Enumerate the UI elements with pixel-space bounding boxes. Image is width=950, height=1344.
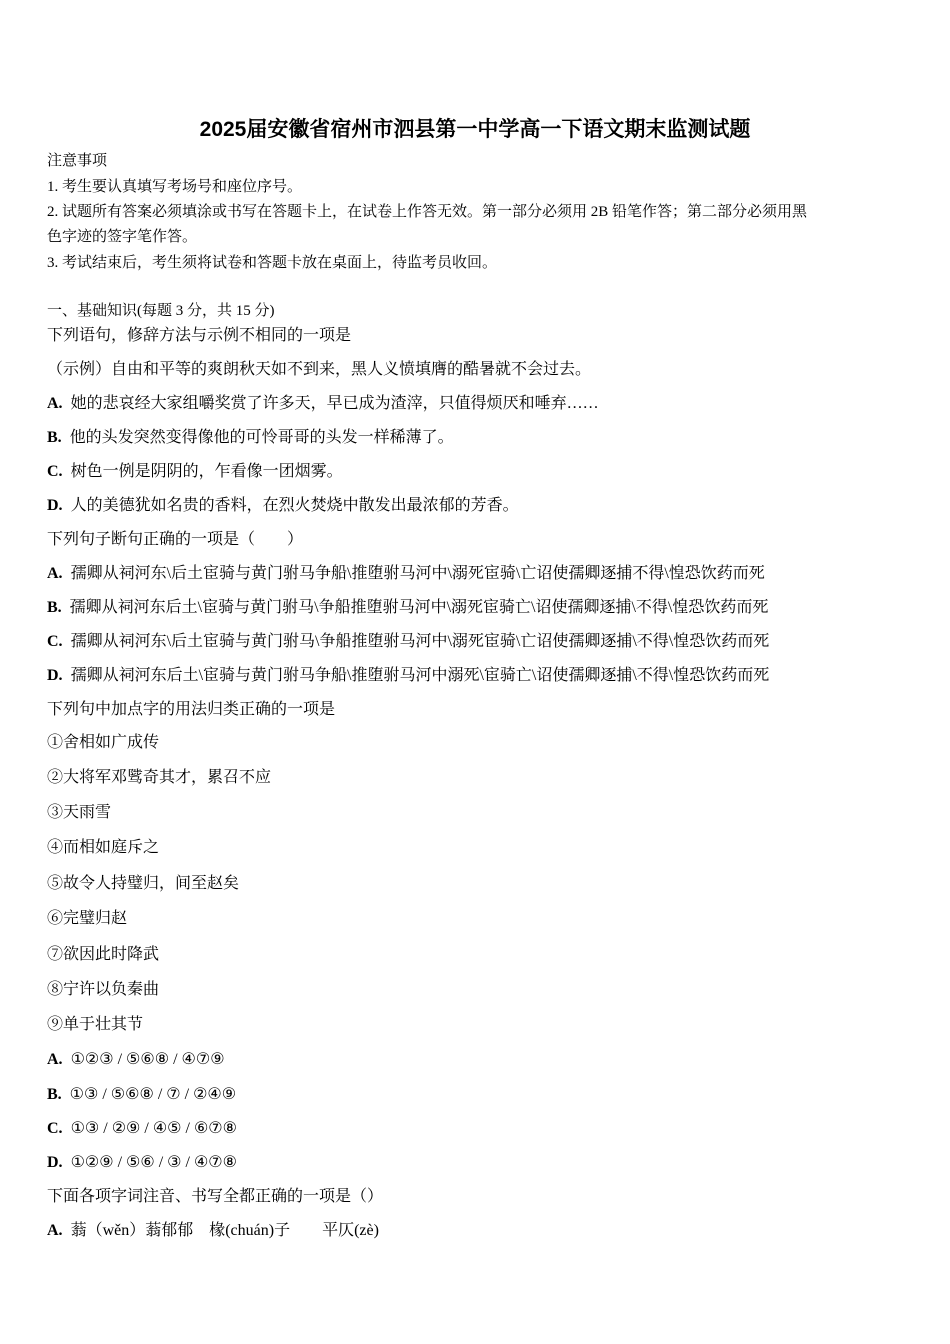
option-label: B. (47, 599, 62, 616)
option-text: 蓊（wěn）蓊郁郁 椽(chuán)子 平仄(zè) (70, 1222, 379, 1239)
question-stem: 下列句中加点字的用法归类正确的一项是 (47, 701, 336, 718)
option-text: 她的悲哀经大家组嚼奖赏了许多天，早已成为渣滓，只值得烦厌和唾弃…… (70, 395, 599, 412)
option-text: ①②③ / ⑤⑥⑧ / ④⑦⑨ (70, 1051, 225, 1068)
question-stem: 下面各项字词注音、书写全都正确的一项是（） (47, 1188, 384, 1205)
option-label: A. (47, 565, 63, 582)
notice-item: 1. 考生要认真填写考场号和座位序号。 (47, 179, 303, 195)
question-example: （示例）自由和平等的爽朗秋天如不到来，黑人义愤填膺的酷暑就不会过去。 (47, 361, 592, 378)
notice-item: 色字迹的签字笔作答。 (47, 229, 198, 245)
sentence-item: ⑦欲因此时降武 (47, 946, 160, 963)
option-text: ①②⑨ / ⑤⑥ / ③ / ④⑦⑧ (70, 1154, 237, 1171)
sentence-item: ⑥完璧归赵 (47, 910, 128, 927)
option-label: B. (47, 1086, 62, 1103)
option-label: A. (47, 1222, 63, 1239)
notice-item: 3. 考试结束后，考生须将试卷和答题卡放在桌面上，待监考员收回。 (47, 255, 498, 271)
question-stem: 下列语句，修辞方法与示例不相同的一项是 (47, 327, 352, 344)
option-text: 树色一例是阴阴的，乍看像一团烟雾。 (70, 463, 343, 480)
option (47, 1153, 237, 1173)
sentence-item: ⑤故令人持璧归，间至赵矣 (47, 875, 240, 892)
option (47, 564, 765, 584)
option (47, 428, 454, 448)
option (47, 1221, 379, 1241)
option-label: D. (47, 1154, 63, 1171)
sentence-item: ②大将军邓骘奇其才，累召不应 (47, 769, 272, 786)
option-label: D. (47, 667, 63, 684)
option (47, 666, 769, 686)
option-text: 孺卿从祠河东\后土宦骑与黄门驸马\争船推堕驸马河中\溺死宦骑\亡诏使孺卿逐捕\不得\惶恐饮药而死 (70, 633, 770, 650)
section-heading: 一、基础知识(每题 3 分，共 15 分) (47, 303, 275, 319)
option-label: C. (47, 633, 63, 650)
sentence-item: ③天雨雪 (47, 804, 112, 821)
document-title: 2025届安徽省宿州市泗县第一中学高一下语文期末监测试题 (199, 118, 751, 141)
option-text: ①③ / ⑤⑥⑧ / ⑦ / ②④⑨ (69, 1086, 237, 1103)
option (47, 1050, 225, 1070)
sentence-item: ⑨单于壮其节 (47, 1016, 144, 1033)
option-text: ①③ / ②⑨ / ④⑤ / ⑥⑦⑧ (70, 1120, 237, 1137)
option-text: 人的美德犹如名贵的香料，在烈火焚烧中散发出最浓郁的芳香。 (70, 497, 519, 514)
option-label: C. (47, 1120, 63, 1137)
notice-heading: 注意事项 (47, 153, 108, 169)
sentence-item: ④而相如庭斥之 (47, 839, 160, 856)
option-text: 孺卿从祠河东后土\宦骑与黄门驸马争船\推堕驸马河中溺死\宦骑亡\诏使孺卿逐捕\不得\惶恐饮药而死 (70, 667, 770, 684)
option (47, 632, 769, 652)
option-label: A. (47, 1051, 63, 1068)
option (47, 1085, 236, 1105)
option-text: 他的头发突然变得像他的可怜哥哥的头发一样稀薄了。 (69, 429, 454, 446)
option (47, 394, 599, 414)
question-stem: 下列句子断句正确的一项是（ ） (47, 531, 304, 548)
option-text: 孺卿从祠河东后土\宦骑与黄门驸马\争船推堕驸马河中\溺死宦骑亡\诏使孺卿逐捕\不得\惶恐饮药而死 (69, 599, 769, 616)
option (47, 598, 768, 618)
option (47, 462, 343, 482)
option (47, 1119, 237, 1139)
option-label: C. (47, 463, 63, 480)
option-label: A. (47, 395, 63, 412)
sentence-item: ①舍相如广成传 (47, 734, 160, 751)
option-label: D. (47, 497, 63, 514)
option-text: 孺卿从祠河东\后土宦骑与黄门驸马争船\推堕驸马河中\溺死宦骑\亡诏使孺卿逐捕不得\惶恐饮药而死 (70, 565, 765, 582)
option-label: B. (47, 429, 62, 446)
option (47, 496, 519, 516)
sentence-item: ⑧宁许以负秦曲 (47, 981, 160, 998)
notice-item: 2. 试题所有答案必须填涂或书写在答题卡上，在试卷上作答无效。第一部分必须用 2B 铅笔作答；第二部分必须用黑 (47, 204, 808, 220)
